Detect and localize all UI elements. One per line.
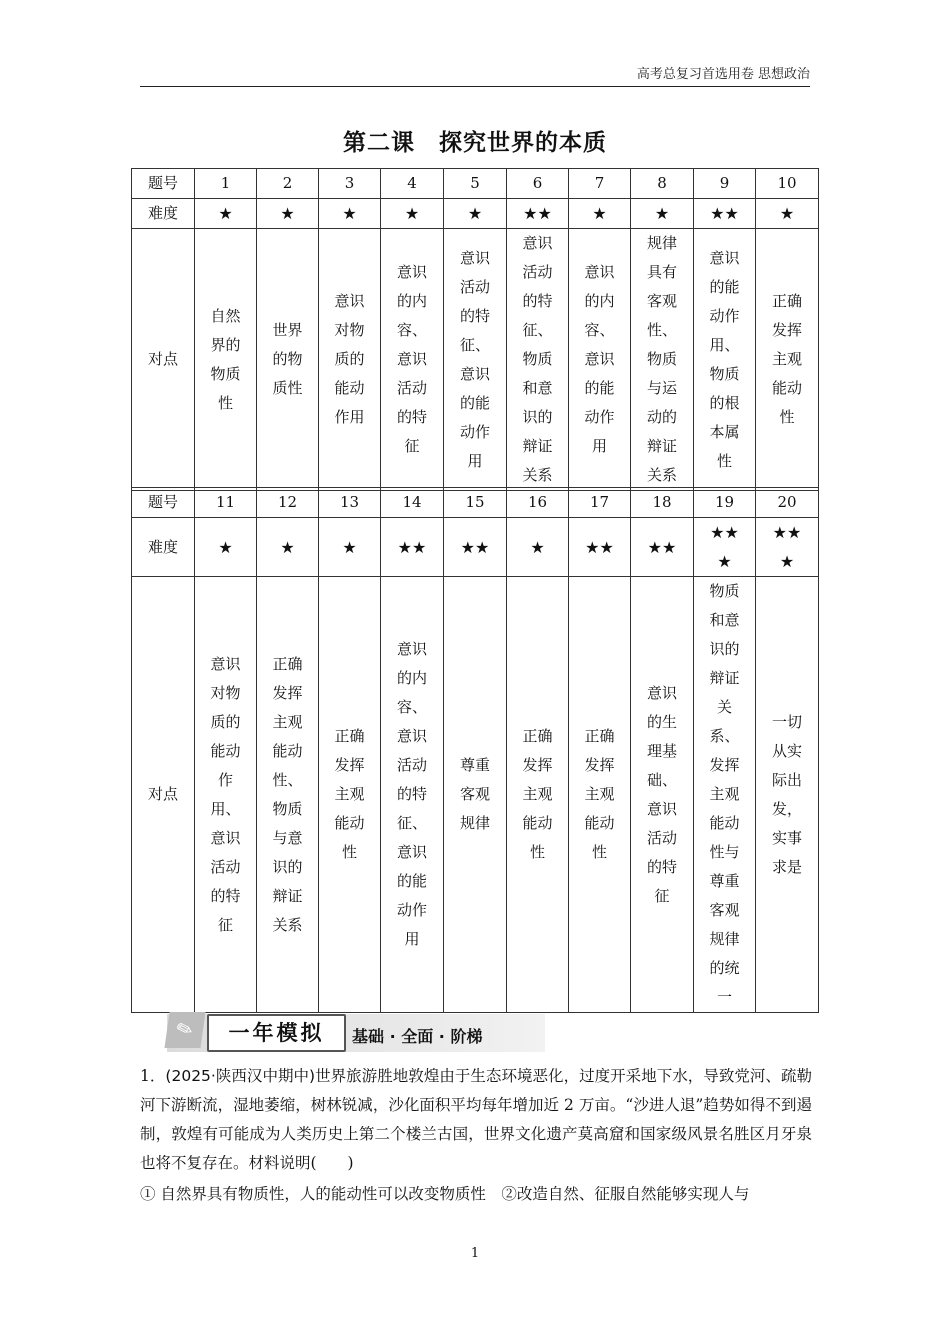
knowledge-point: 正确发挥主观能动性 bbox=[507, 577, 569, 1013]
page-number: 1 bbox=[470, 1246, 480, 1261]
difficulty-table-2 bbox=[131, 487, 819, 1013]
difficulty-stars: ★★ bbox=[381, 518, 444, 577]
difficulty-stars: ★ bbox=[195, 518, 257, 577]
question-number: 3 bbox=[319, 169, 381, 199]
knowledge-point: 意识的内容、意识的能动作用 bbox=[569, 229, 631, 491]
question-number: 20 bbox=[756, 488, 819, 518]
question-number: 9 bbox=[694, 169, 756, 199]
knowledge-point: 意识活动的特征、物质和意识的辩证关系 bbox=[507, 229, 569, 491]
knowledge-point: 正确发挥主观能动性 bbox=[756, 229, 819, 491]
question-number: 7 bbox=[569, 169, 631, 199]
row-label-point: 对点 bbox=[132, 229, 195, 491]
question-number: 11 bbox=[195, 488, 257, 518]
row-label-point: 对点 bbox=[132, 577, 195, 1013]
question-number: 16 bbox=[507, 488, 569, 518]
knowledge-point: 正确发挥主观能动性、物质与意识的辩证关系 bbox=[257, 577, 319, 1013]
knowledge-point: 规律具有客观性、物质与运动的辩证关系 bbox=[631, 229, 694, 491]
knowledge-point: 意识的内容、意识活动的特征、意识的能动作用 bbox=[381, 577, 444, 1013]
question-number: 1 bbox=[195, 169, 257, 199]
question-number: 4 bbox=[381, 169, 444, 199]
difficulty-stars: ★★ bbox=[631, 518, 694, 577]
question-number: 12 bbox=[257, 488, 319, 518]
question-number: 2 bbox=[257, 169, 319, 199]
section-title: 一年模拟 bbox=[207, 1014, 346, 1052]
difficulty-table-1 bbox=[131, 168, 819, 491]
knowledge-point: 尊重客观规律 bbox=[444, 577, 507, 1013]
difficulty-stars: ★★★ bbox=[694, 518, 756, 577]
question-source: (2025·陕西汉中期中) bbox=[165, 1067, 316, 1085]
knowledge-point: 世界的物质性 bbox=[257, 229, 319, 491]
question-1-options: ① 自然界具有物质性，人的能动性可以改变物质性 ②改造自然、征服自然能够实现人与 bbox=[140, 1185, 750, 1203]
knowledge-point: 意识对物质的能动作用、意识活动的特征 bbox=[195, 577, 257, 1013]
page-header: 高考总复习首选用卷 思想政治 bbox=[140, 64, 810, 87]
knowledge-point: 意识对物质的能动作用 bbox=[319, 229, 381, 491]
question-number: 5 bbox=[444, 169, 507, 199]
difficulty-stars: ★★★ bbox=[756, 518, 819, 577]
point-row bbox=[132, 229, 819, 491]
knowledge-point: 正确发挥主观能动性 bbox=[319, 577, 381, 1013]
difficulty-stars: ★★ bbox=[444, 518, 507, 577]
difficulty-stars: ★ bbox=[631, 199, 694, 229]
difficulty-stars: ★ bbox=[381, 199, 444, 229]
point-row bbox=[132, 577, 819, 1013]
knowledge-point: 正确发挥主观能动性 bbox=[569, 577, 631, 1013]
row-label-number: 题号 bbox=[132, 169, 195, 199]
number-row bbox=[132, 488, 819, 518]
knowledge-point: 物质和意识的辩证关系、发挥主观能动性与尊重客观规律的统一 bbox=[694, 577, 756, 1013]
page-title: 第二课 探究世界的本质 bbox=[343, 130, 607, 156]
difficulty-stars: ★ bbox=[756, 199, 819, 229]
knowledge-point: 自然界的物质性 bbox=[195, 229, 257, 491]
difficulty-row bbox=[132, 199, 819, 229]
pencil-icon: ✎ bbox=[164, 1012, 205, 1048]
difficulty-stars: ★ bbox=[319, 518, 381, 577]
difficulty-stars: ★ bbox=[257, 199, 319, 229]
difficulty-stars: ★ bbox=[444, 199, 507, 229]
question-number: 13 bbox=[319, 488, 381, 518]
section-banner bbox=[167, 1014, 545, 1052]
knowledge-point: 意识活动的特征、意识的能动作用 bbox=[444, 229, 507, 491]
number-row bbox=[132, 169, 819, 199]
question-text: 世界旅游胜地敦煌由于生态环境恶化，过度开采地下水，导致党河、疏勒河下游断流，湿地萎缩，树林锐减，沙化面积平均每年增加近 2 万亩。“沙进人退”趋势如得不到遏制，敦煌有可能成为人类历史上第二个楼兰古国，世界文化遗产莫高窟和国家级风景名胜区月牙泉也将不复存在。材料说明( ) bbox=[140, 1067, 812, 1172]
knowledge-point: 意识的生理基础、意识活动的特征 bbox=[631, 577, 694, 1013]
row-label-difficulty: 难度 bbox=[132, 518, 195, 577]
section-subtitle: 基础 · 全面 · 阶梯 bbox=[352, 1027, 483, 1046]
question-number: 18 bbox=[631, 488, 694, 518]
question-number: 15 bbox=[444, 488, 507, 518]
question-number: 19 bbox=[694, 488, 756, 518]
question-number: 10 bbox=[756, 169, 819, 199]
difficulty-stars: ★★ bbox=[694, 199, 756, 229]
difficulty-row bbox=[132, 518, 819, 577]
difficulty-stars: ★ bbox=[257, 518, 319, 577]
row-label-number: 题号 bbox=[132, 488, 195, 518]
difficulty-stars: ★ bbox=[319, 199, 381, 229]
difficulty-stars: ★★ bbox=[507, 199, 569, 229]
row-label-difficulty: 难度 bbox=[132, 199, 195, 229]
knowledge-point: 一切从实际出发，实事求是 bbox=[756, 577, 819, 1013]
question-number: 6 bbox=[507, 169, 569, 199]
difficulty-stars: ★ bbox=[507, 518, 569, 577]
question-number: 17 bbox=[569, 488, 631, 518]
difficulty-stars: ★★ bbox=[569, 518, 631, 577]
question-1 bbox=[140, 1062, 812, 1178]
question-number: 14 bbox=[381, 488, 444, 518]
difficulty-stars: ★ bbox=[569, 199, 631, 229]
question-number: 1． bbox=[140, 1067, 166, 1085]
knowledge-point: 意识的能动作用、物质的根本属性 bbox=[694, 229, 756, 491]
question-number: 8 bbox=[631, 169, 694, 199]
difficulty-stars: ★ bbox=[195, 199, 257, 229]
knowledge-point: 意识的内容、意识活动的特征 bbox=[381, 229, 444, 491]
